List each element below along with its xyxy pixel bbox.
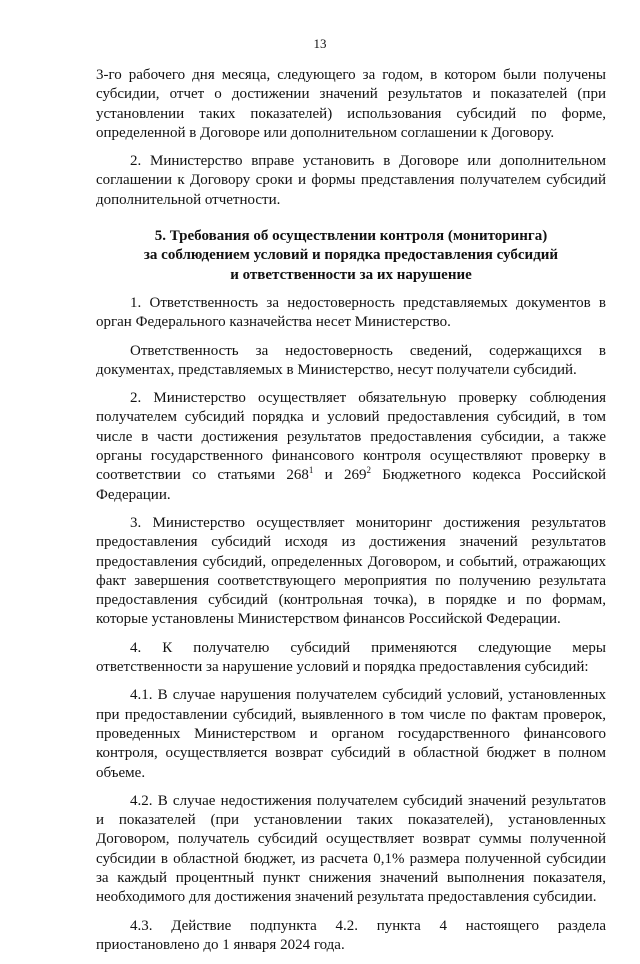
paragraph-4-1: 4.1. В случае нарушения получателем субсидий условий, установленных при предоставлении субсидий, выявленного в том числе по фактам проверок, проведенных Министерством и органом государственного финансового контроля, осуществляется возврат субсидий в областной бюджет в полном объеме. bbox=[96, 687, 606, 781]
paragraph-responsibility-recipients: Ответственность за недостоверность сведений, содержащихся в документах, представляемых в Министерство, несут получатели субсидий. bbox=[96, 342, 606, 378]
paragraph-4-3: 4.3. Действие подпункта 4.2. пункта 4 настоящего раздела приостановлено до 1 января 2024 года. bbox=[96, 917, 606, 953]
paragraph-2-text-b: и 269 bbox=[313, 467, 367, 484]
paragraph-continuation: 3-го рабочего дня месяца, следующего за годом, в котором были получены субсидии, отчет о достижении значений результатов и показателей (при установлении таких показателей) использования субсидий по форме, определенной в Договоре или дополнительном соглашении к Договору. bbox=[96, 67, 606, 141]
paragraph-4-measures: 4. К получателю субсидий применяются следующие меры ответственности за нарушение условий и порядка предоставления субсидий: bbox=[96, 639, 606, 676]
paragraph-3-monitoring: 3. Министерство осуществляет мониторинг достижения результатов предоставления субсидий исходя из достижения значений результатов предоставления субсидий, определенных Договором, и событий, отражающих факт завершения соответствующего мероприятия по получению результата предоставления субсидий (контрольная точка), в порядке и по формам, которые установлены Министерством финансов Российской Федерации. bbox=[96, 514, 606, 628]
section-heading-line-2: за соблюдением условий и порядка предоставления субсидий bbox=[143, 247, 559, 264]
section-heading bbox=[96, 227, 606, 285]
paragraph-1-responsibility: 1. Ответственность за недостоверность представляемых документов в орган Федерального казначейства несет Министерство. bbox=[96, 294, 606, 331]
paragraph-2-verification bbox=[96, 389, 606, 505]
paragraph-4-2: 4.2. В случае недостижения получателем субсидий значений результатов и показателей (при установлении таких показателей), установленных Договором, получатель субсидий осуществляет возврат суммы полученной субсидии в областной бюджет, из расчета 0,1% размера полученной субсидии за каждый процентный пункт снижения значений выполнения показателя, необходимого для достижения значений результата предоставления субсидии. bbox=[96, 792, 606, 906]
paragraph-2-text-a: 2. Министерство осуществляет обязательную проверку соблюдения получателем субсидий порядка и условий предоставления субсидий, в том числе в части достижения результатов предоставления субсидии, а также органы государственного финансового контроля осуществляют проверку в соответствии со статьями 268 bbox=[96, 390, 606, 484]
section-heading-line-3: и ответственности за их нарушение bbox=[230, 266, 472, 283]
document-body bbox=[96, 66, 606, 964]
paragraph-2-reporting: 2. Министерство вправе установить в Договоре или дополнительном соглашении к Договору сроки и формы представления получателем субсидий дополнительной отчетности. bbox=[96, 153, 606, 208]
page-number: 13 bbox=[313, 36, 327, 51]
paragraph-2-text-c: Бюджетного кодекса Российской Федерации. bbox=[96, 467, 607, 503]
superscript-1: 1 bbox=[308, 465, 314, 476]
section-heading-line-1: 5. Требования об осуществлении контроля (мониторинга) bbox=[154, 228, 548, 245]
superscript-2: 2 bbox=[366, 465, 371, 476]
